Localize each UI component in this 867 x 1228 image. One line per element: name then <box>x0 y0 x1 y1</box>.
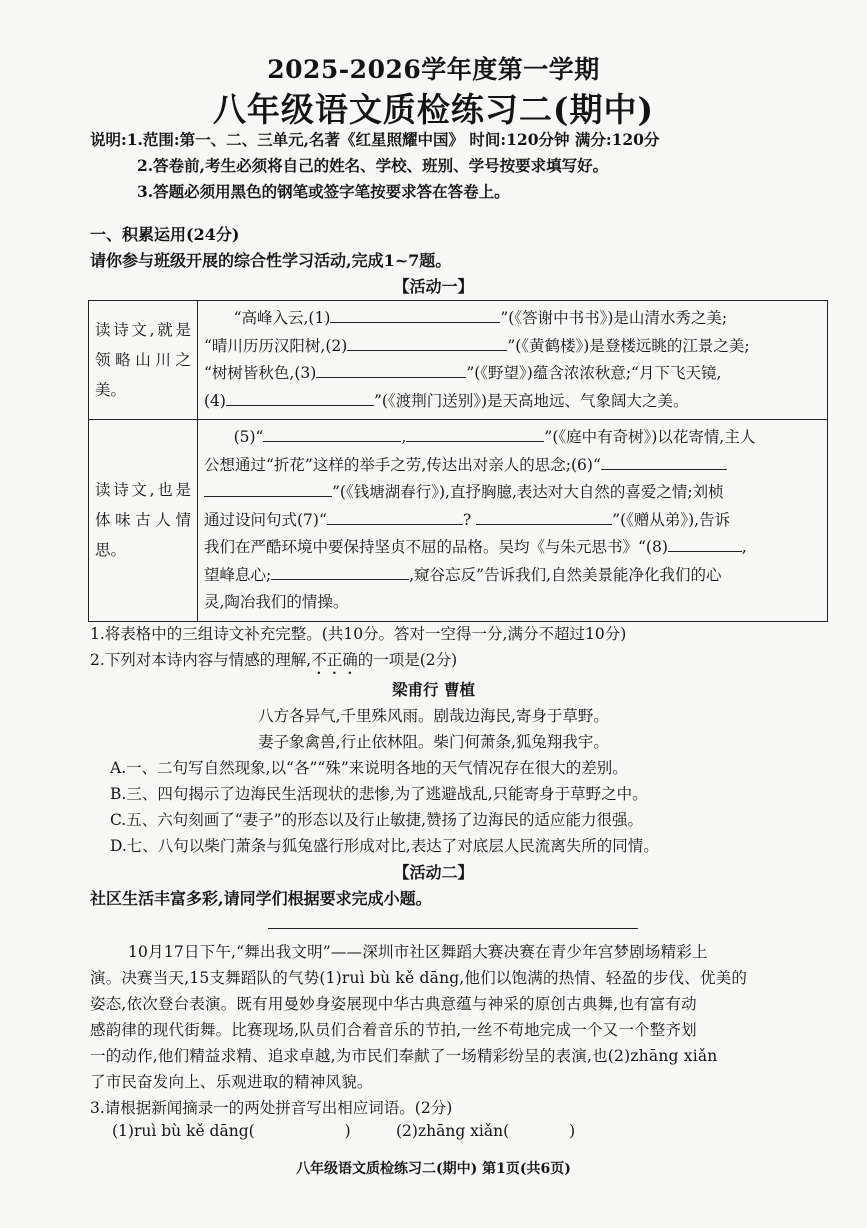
news-line-4: 感韵律的现代街舞。比赛现场,队员们合着音乐的节拍,一丝不苟地完成一个又一个整齐划 <box>90 1021 697 1039</box>
poem-line-2: 妻子象禽兽,行止依林阻。柴门何萧条,狐兔翔我宇。 <box>258 733 609 751</box>
divider-line <box>268 928 638 929</box>
instructions-line-1: 说明:1.范围:第一、二、三单元,名著《红星照耀中国》 时间:120分钟 满分:120分 <box>90 130 660 149</box>
answer-blank[interactable] <box>476 508 612 525</box>
emphasis-not-correct: 不正确 <box>311 651 358 669</box>
answer-blank[interactable] <box>204 480 332 497</box>
news-line-2: 演。决赛当天,15支舞蹈队的气势(1)ruì bù kě dāng,他们以饱满的热情、轻盈的步伐、优美的 <box>90 969 748 987</box>
answer-blank[interactable] <box>316 361 466 378</box>
year-line: 2025-2026学年度第一学期 <box>267 55 600 84</box>
answer-blank[interactable] <box>601 453 727 470</box>
option-a[interactable]: A.一、二句写自然现象,以“各”“殊”来说明各地的天气情况存在很大的差别。 <box>110 759 628 777</box>
page-title: 八年级语文质检练习二(期中) <box>212 90 655 129</box>
news-line-5: 一的动作,他们精益求精、追求卓越,为市民们奉献了一场精彩纷呈的表演,也(2)zhāng xiǎn <box>90 1047 718 1065</box>
option-c[interactable]: C.五、六句刻画了“妻子”的形态以及行止敏捷,赞扬了边海民的适应能力很强。 <box>110 811 644 829</box>
answer-blank[interactable] <box>330 306 500 323</box>
section-intro: 请你参与班级开展的综合性学习活动,完成1~7题。 <box>90 251 452 270</box>
table-row <box>89 301 828 420</box>
question-2-stem: 2.下列对本诗内容与情感的理解,不正确的一项是(2分) <box>90 651 458 669</box>
question-3-answer-2[interactable]: (2)zhāng xiǎn( ) <box>396 1122 576 1140</box>
instructions-line-3: 3.答题必须用黑色的钢笔或签字笔按要求答在答卷上。 <box>137 182 510 201</box>
option-d[interactable]: D.七、八句以柴门萧条与狐兔盛行形成对比,表达了对底层人民流离失所的同情。 <box>110 837 659 855</box>
poem-title: 梁甫行 曹植 <box>392 680 475 699</box>
answer-blank[interactable] <box>271 563 409 580</box>
table-row <box>89 420 828 622</box>
answer-blank[interactable] <box>226 389 374 406</box>
question-3-stem: 3.请根据新闻摘录一的两处拼音写出相应词语。(2分) <box>90 1099 453 1117</box>
activity-1-label: 【活动一】 <box>393 277 474 296</box>
activity-2-intro: 社区生活丰富多彩,请同学们根据要求完成小题。 <box>90 889 432 908</box>
question-3-answer-1[interactable]: (1)ruì bù kě dāng( ) <box>112 1122 351 1140</box>
answer-blank[interactable] <box>327 508 463 525</box>
news-line-6: 了市民奋发向上、乐观进取的精神风貌。 <box>90 1073 373 1091</box>
answer-blank[interactable] <box>406 425 544 442</box>
instructions-line-2: 2.答卷前,考生必须将自己的姓名、学校、班别、学号按要求填写好。 <box>137 156 609 175</box>
answer-blank[interactable] <box>347 334 507 351</box>
poetry-table <box>88 300 828 622</box>
poem-line-1: 八方各异气,千里殊风雨。剧哉边海民,寄身于草野。 <box>258 707 609 725</box>
answer-blank[interactable] <box>668 535 742 552</box>
page-footer: 八年级语文质检练习二(期中) 第1页(共6页) <box>296 1161 571 1177</box>
question-1: 1.将表格中的三组诗文补充完整。(共10分。答对一空得一分,满分不超过10分) <box>90 625 627 643</box>
news-line-3: 姿态,依次登台表演。既有用曼妙身姿展现中华古典意蕴与神采的原创古典舞,也有富有动 <box>90 995 697 1013</box>
section-heading: 一、积累运用(24分) <box>90 225 240 244</box>
row-1-label: 读诗文,就是领略山川之美。 <box>89 301 198 420</box>
row-2-label: 读诗文,也是体味古人情思。 <box>89 420 198 622</box>
option-b[interactable]: B.三、四句揭示了边海民生活现状的悲惨,为了逃避战乱,只能寄身于草野之中。 <box>110 785 648 803</box>
activity-2-label: 【活动二】 <box>393 863 474 882</box>
news-line-1: 10月17日下午,“舞出我文明”——深圳市社区舞蹈大赛决赛在青少年宫梦剧场精彩上 <box>128 943 708 961</box>
row-1-content: “高峰入云,(1) ”(《答谢中书书》)是山清水秀之美; “晴川历历汉阳树,(2) ”(《黄鹤楼》)是登楼远眺的江景之美; “树树皆秋色,(3) ”(《野望》)蕴含浓浓秋意;“月下飞天镜, (4) ”(《渡荆门送别》)是天高地远、气象阔大之美。 <box>198 301 828 420</box>
row-2-content: (5)“ , ”(《庭中有奇树》)以花寄情,主人 公想通过“折花”这样的举手之劳,传达出对亲人的思念;(6)“ ”(《钱塘湖春行》),直抒胸臆,表达对大自然的喜爱之情;刘桢 通过设问句式(7)“ ? ”(《赠从弟》),告诉 我们在严酷环境中要保持坚贞不屈的品格。吴均《与朱元思书》“(8) , 望峰息心; ,窥谷忘反”告诉我们,自然美景能净化我们的心 灵,陶冶我们的情操。 <box>198 420 828 622</box>
answer-blank[interactable] <box>263 425 401 442</box>
